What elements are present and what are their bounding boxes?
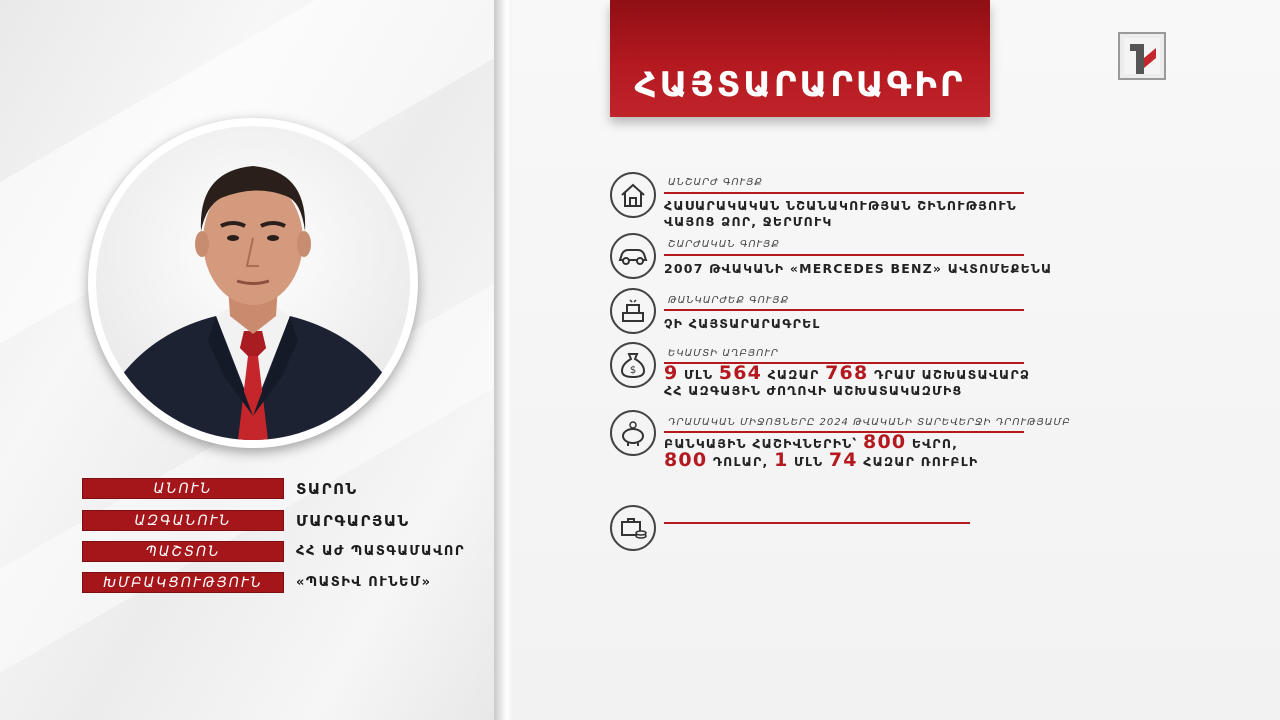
text-segment: ՀԱԶԱՐ: [762, 367, 826, 382]
highlight-number: 564: [718, 362, 763, 384]
item-text-cash: [664, 431, 979, 471]
highlight-number: 800: [863, 431, 907, 453]
text-segment: ՀԱԶԱՐ ՌՈՒԲԼԻ: [857, 454, 979, 469]
highlight-number: 9: [664, 362, 679, 384]
item-text-valuables: ՉԻ ՀԱՅՏԱՐԱՐԱԳՐԵԼ: [664, 316, 821, 331]
item-divider: [664, 192, 1024, 194]
item-text-real-estate: [664, 198, 1017, 230]
text-segment: ԴՈԼԱՐ,: [707, 454, 775, 469]
income-line-amount: [664, 362, 1031, 384]
highlight-number: 74: [828, 449, 858, 471]
value-position: ՀՀ ԱԺ ՊԱՏԳԱՄԱՎՈՐ: [296, 544, 466, 559]
cash-line-dollar-ruble: [664, 449, 979, 471]
label-faction: ԽՄԲԱԿՑՈՒԹՅՈՒՆ: [82, 572, 284, 593]
page-divider: [494, 0, 512, 720]
svg-text:$: $: [629, 365, 637, 376]
info-row-name: [82, 478, 358, 499]
item-divider: [664, 431, 1024, 433]
item-text-income: [664, 362, 1031, 399]
page-title: ՀԱՅՏԱՐԱՐԱԳԻՐ: [634, 65, 966, 105]
channel-one-logo-icon: [1120, 34, 1164, 78]
gold-bars-icon: [610, 288, 656, 334]
info-row-faction: [82, 572, 432, 593]
text-segment: ԴՐԱՄ ԱՇԽԱՏԱՎԱՐՁ: [868, 367, 1031, 382]
channel-logo: [1118, 32, 1166, 80]
item-divider: [664, 309, 1024, 311]
text-segment: ԲԱՆԿԱՅԻՆ ՀԱՇԻՎՆԵՐԻՆ՝: [664, 436, 864, 451]
income-line-source: ՀՀ ԱԶԳԱՅԻՆ ԺՈՂՈՎԻ ԱՇԽԱՏԱԿԱԶՄԻՑ: [664, 383, 963, 398]
briefcase-coins-icon: [610, 505, 656, 551]
info-row-surname: [82, 510, 410, 531]
house-icon: [610, 172, 656, 218]
info-row-position: [82, 541, 465, 562]
item-divider: [664, 254, 1024, 256]
item-label-valuables: ԹԱՆԿԱՐԺԵՔ ԳՈՒՅՔ: [668, 295, 790, 306]
item-divider: [664, 522, 970, 524]
item-label-real-estate: ԱՆՇԱՐԺ ԳՈՒՅՔ: [668, 177, 763, 188]
item-label-movable: ՇԱՐԺԱԿԱՆ ԳՈՒՅՔ: [668, 239, 780, 250]
item-text-movable: 2007 ԹՎԱԿԱՆԻ «MERCEDES BENZ» ԱՎՏՈՄԵՔԵՆԱ: [664, 261, 1053, 276]
text-segment: ՄԼՆ: [788, 454, 829, 469]
cash-line-euro: [664, 431, 978, 453]
highlight-number: 1: [774, 449, 789, 471]
value-name: ՏԱՐՈՆ: [296, 479, 358, 498]
portrait-photo: [88, 118, 418, 448]
label-name: ԱՆՈՒՆ: [82, 478, 284, 499]
label-position: ՊԱՇՏՈՆ: [82, 541, 284, 562]
label-surname: ԱԶԳԱՆՈՒՆ: [82, 510, 284, 531]
value-surname: ՄԱՐԳԱՐՅԱՆ: [296, 511, 410, 530]
money-bag-icon: [610, 342, 656, 388]
car-icon: [610, 233, 656, 279]
text-segment: ՄԼՆ: [678, 367, 719, 382]
highlight-number: 768: [825, 362, 869, 384]
text-segment: ԵՎՐՈ,: [906, 436, 959, 451]
value-faction: «ՊԱՏԻՎ ՈՒՆԵՄ»: [296, 575, 432, 590]
piggy-bank-icon: [610, 410, 656, 456]
item-text-line: ՎԱՅՈՑ ՁՈՐ, ՋԵՐՄՈՒԿ: [664, 214, 833, 229]
person-illustration: [96, 126, 410, 440]
item-label-income: ԵԿԱՄՏԻ ԱՂԲՅՈՒՐ: [668, 348, 779, 359]
item-text-line: ՀԱՍԱՐԱԿԱԿԱՆ ՆՇԱՆԱԿՈՒԹՅԱՆ ՇԻՆՈՒԹՅՈՒՆ: [664, 198, 1017, 213]
highlight-number: 800: [664, 449, 708, 471]
item-label-cash: ԴՐԱՄԱԿԱՆ ՄԻՋՈՑՆԵՐԸ 2024 ԹՎԱԿԱՆԻ ՏԱՐԵՎԵՐՋԻ ԴՐՈՒԹՅԱՄԲ: [668, 417, 1071, 428]
title-banner: [610, 0, 990, 117]
